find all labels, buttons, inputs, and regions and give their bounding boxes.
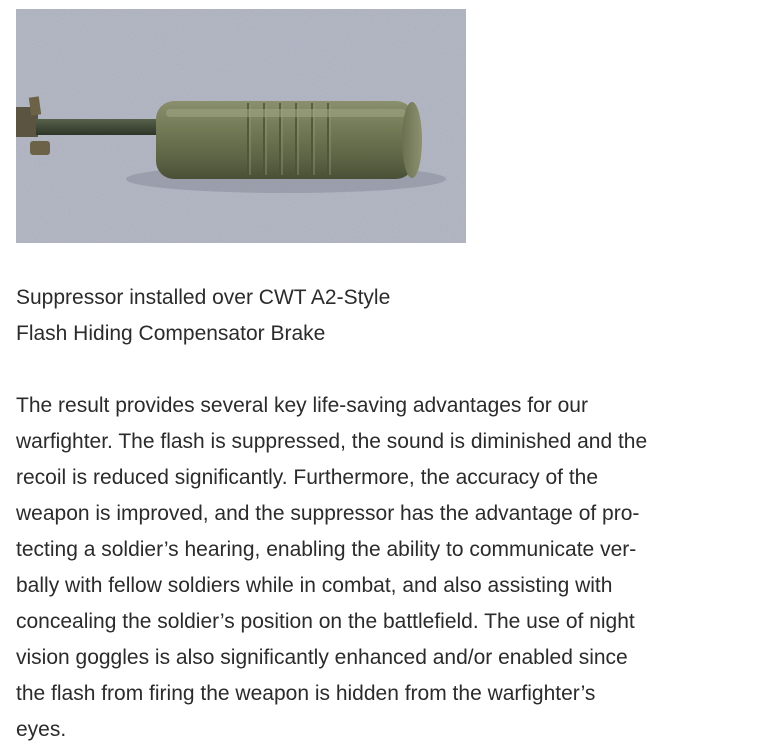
body-paragraph <box>16 388 756 748</box>
paragraph-line: eyes. <box>16 718 67 741</box>
paragraph-line: warfighter. The flash is suppressed, the sound is diminished and the <box>16 430 648 453</box>
caption-line: Suppressor installed over CWT A2-Style <box>16 286 391 309</box>
paragraph-line: vision goggles is also significantly enhanced and/or enabled since <box>16 646 628 669</box>
paragraph-line: concealing the soldier’s position on the battlefield. The use of night <box>16 610 635 633</box>
suppressor-photo <box>16 9 466 243</box>
paragraph-line: tecting a soldier’s hearing, enabling the ability to communicate ver- <box>16 538 637 561</box>
paragraph-line: The result provides several key life-saving advantages for our <box>16 394 588 417</box>
paragraph-line: recoil is reduced significantly. Furthermore, the accuracy of the <box>16 466 599 489</box>
paragraph-line: weapon is improved, and the suppressor has the advantage of pro- <box>16 502 640 525</box>
paragraph-line: the flash from firing the weapon is hidden from the warfighter’s <box>16 682 596 705</box>
photo-caption <box>16 280 756 352</box>
paragraph-line: bally with fellow soldiers while in combat, and also assisting with <box>16 574 613 597</box>
caption-line: Flash Hiding Compensator Brake <box>16 322 326 345</box>
